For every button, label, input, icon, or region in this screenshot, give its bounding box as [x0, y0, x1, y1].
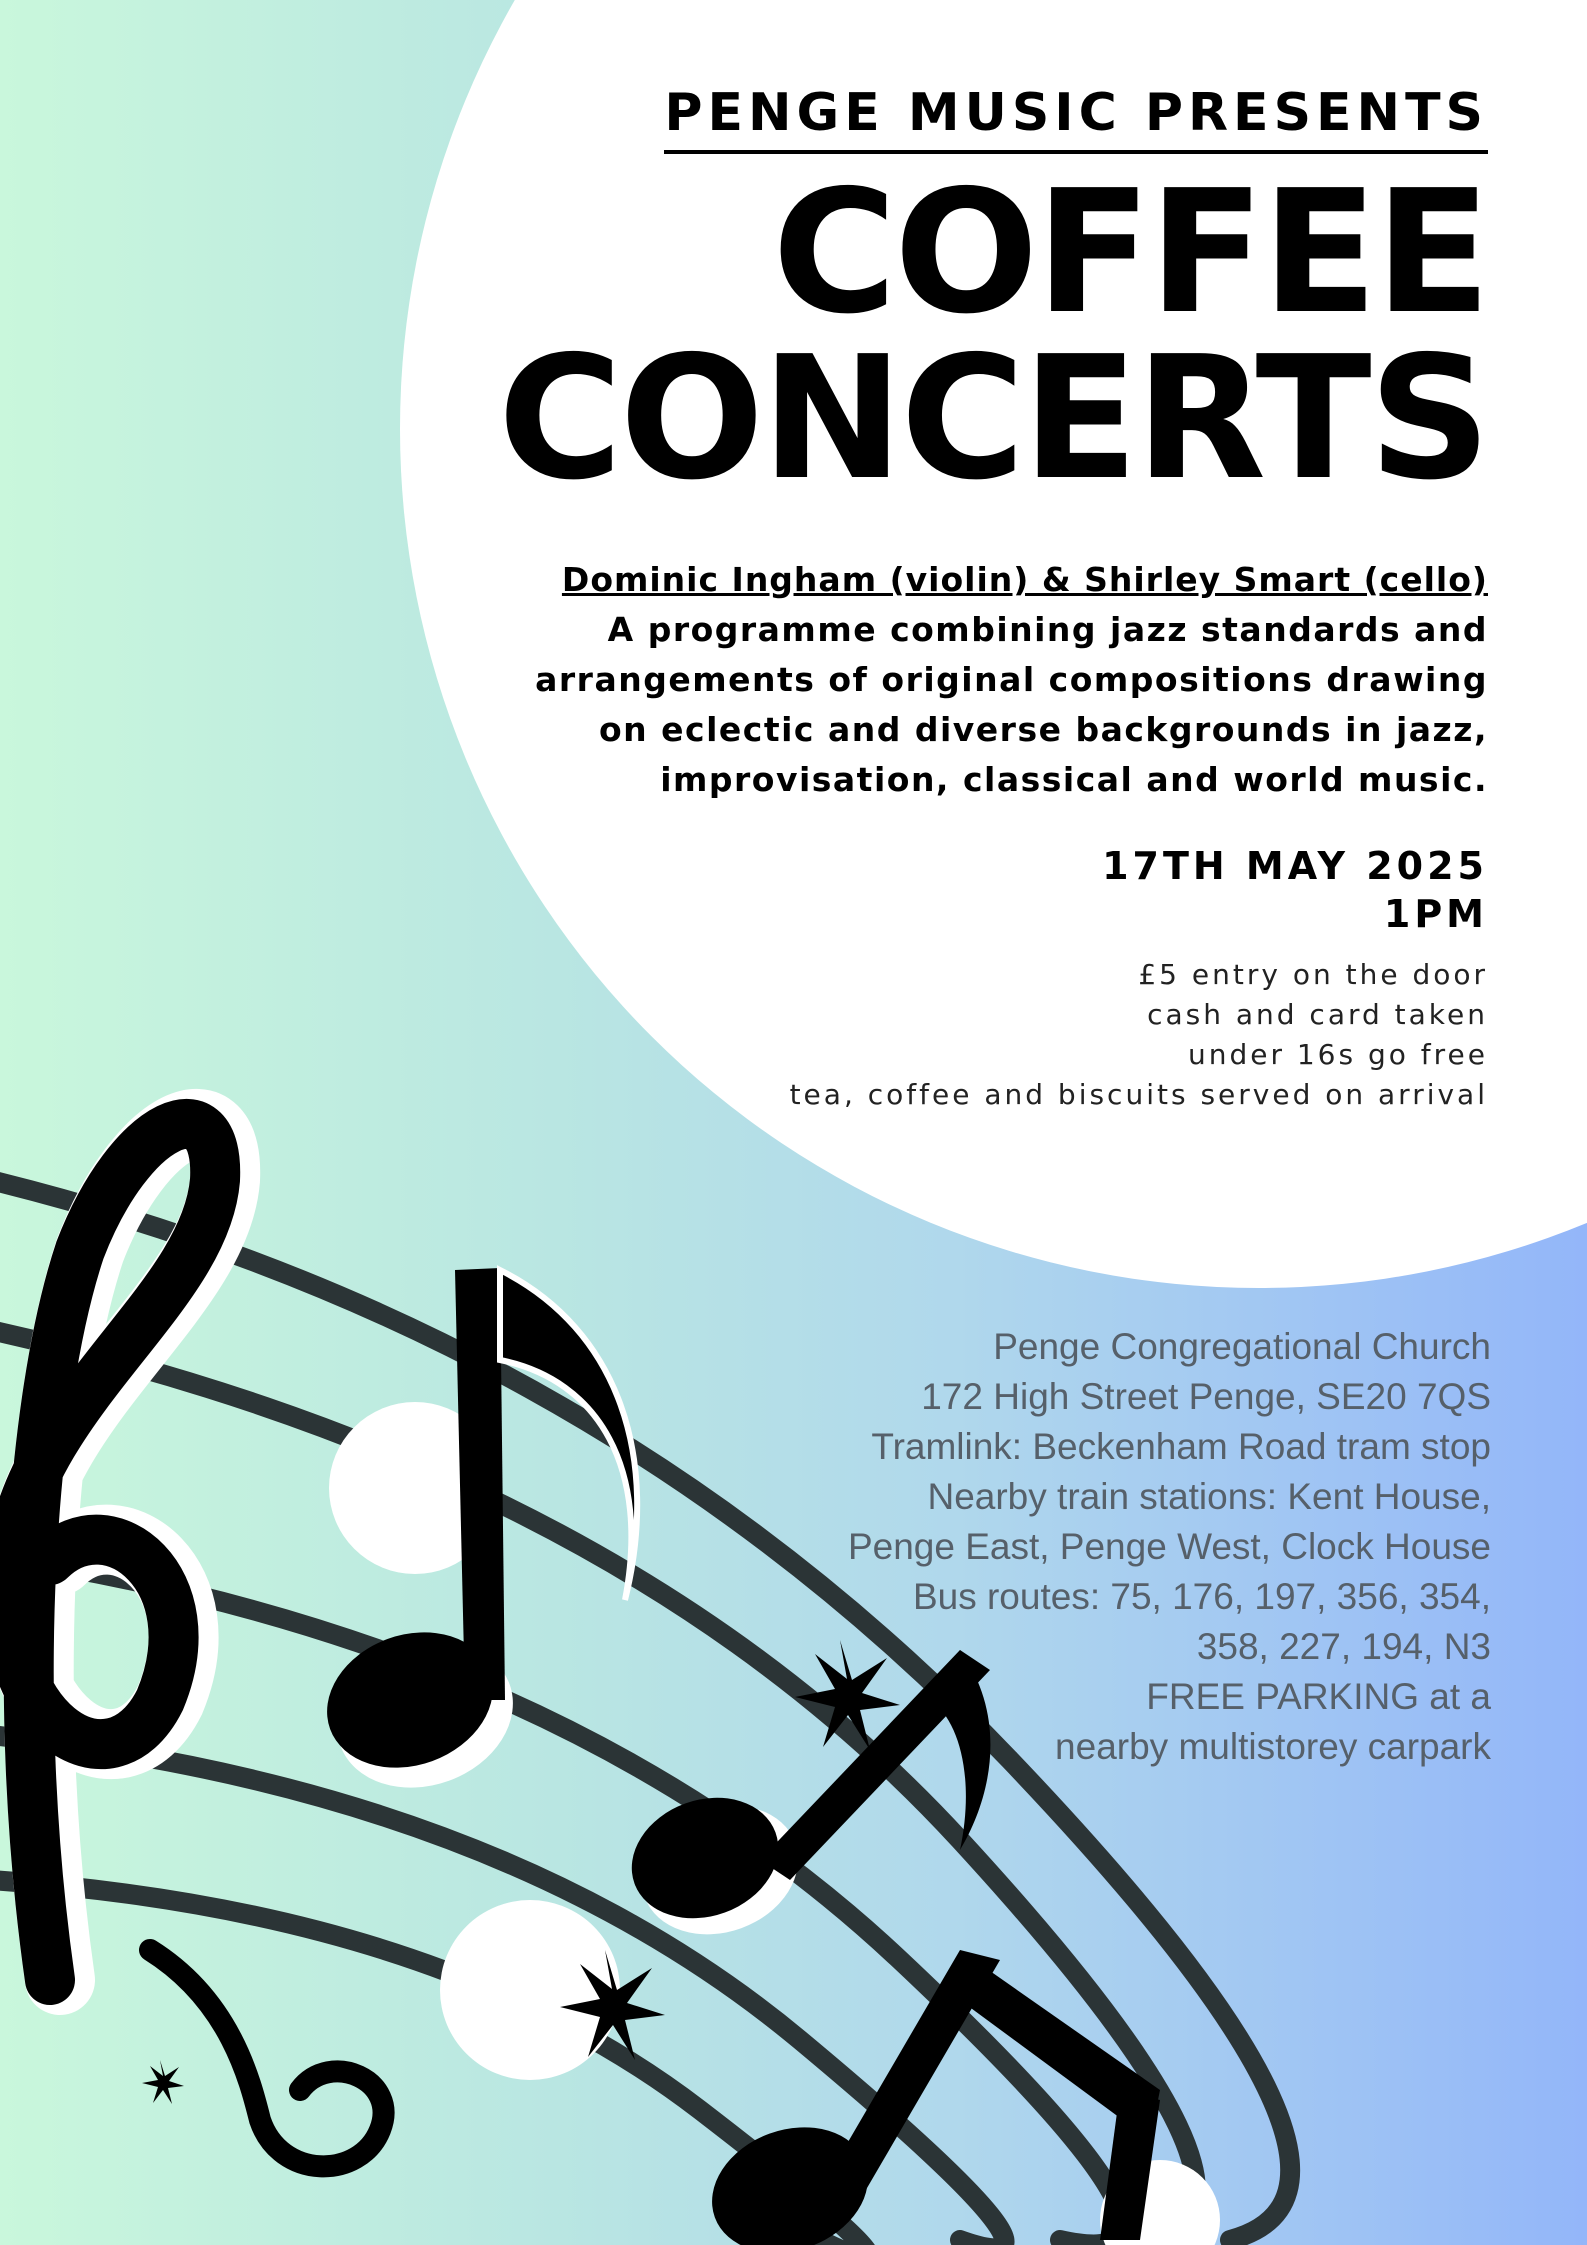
event-time: 1PM [1383, 892, 1488, 936]
description-line: on eclectic and diverse backgrounds in jazz, [598, 710, 1488, 749]
venue-line: Penge Congregational Church [993, 1326, 1491, 1367]
info-line: tea, coffee and biscuits served on arrival [789, 1078, 1488, 1111]
description-line: A programme combining jazz standards and [607, 610, 1488, 649]
event-datetime [1102, 842, 1488, 938]
programme-description [535, 605, 1488, 805]
entry-info [790, 955, 1488, 1115]
treble-clef-icon [8, 1124, 225, 1980]
venue-line: Penge East, Penge West, Clock House [847, 1526, 1491, 1567]
venue-line: 358, 227, 194, N3 [1196, 1626, 1491, 1667]
venue-line: FREE PARKING at a [1146, 1676, 1491, 1717]
title-line-2: CONCERTS [497, 320, 1488, 518]
performers: Dominic Ingham (violin) & Shirley Smart (cello) [561, 560, 1488, 599]
venue-info [848, 1322, 1491, 1772]
venue-line: Bus routes: 75, 176, 197, 356, 354, [912, 1576, 1491, 1617]
venue-line: Tramlink: Beckenham Road tram stop [871, 1426, 1491, 1467]
info-line: under 16s go free [1187, 1038, 1488, 1071]
venue-line: 172 High Street Penge, SE20 7QS [921, 1376, 1491, 1417]
small-treble-clef-icon [150, 1950, 384, 2166]
description-line: arrangements of original compositions drawing [535, 660, 1488, 699]
info-line: £5 entry on the door [1138, 958, 1488, 991]
venue-line: nearby multistorey carpark [1055, 1726, 1491, 1767]
description-line: improvisation, classical and world music. [660, 760, 1488, 799]
venue-line: Nearby train stations: Kent House, [927, 1476, 1491, 1517]
info-line: cash and card taken [1147, 998, 1488, 1031]
title-line-1: COFFEE [772, 154, 1488, 352]
event-title [497, 154, 1488, 518]
event-date: 17TH MAY 2025 [1102, 844, 1488, 888]
presenter-heading: PENGE MUSIC PRESENTS [664, 78, 1488, 154]
